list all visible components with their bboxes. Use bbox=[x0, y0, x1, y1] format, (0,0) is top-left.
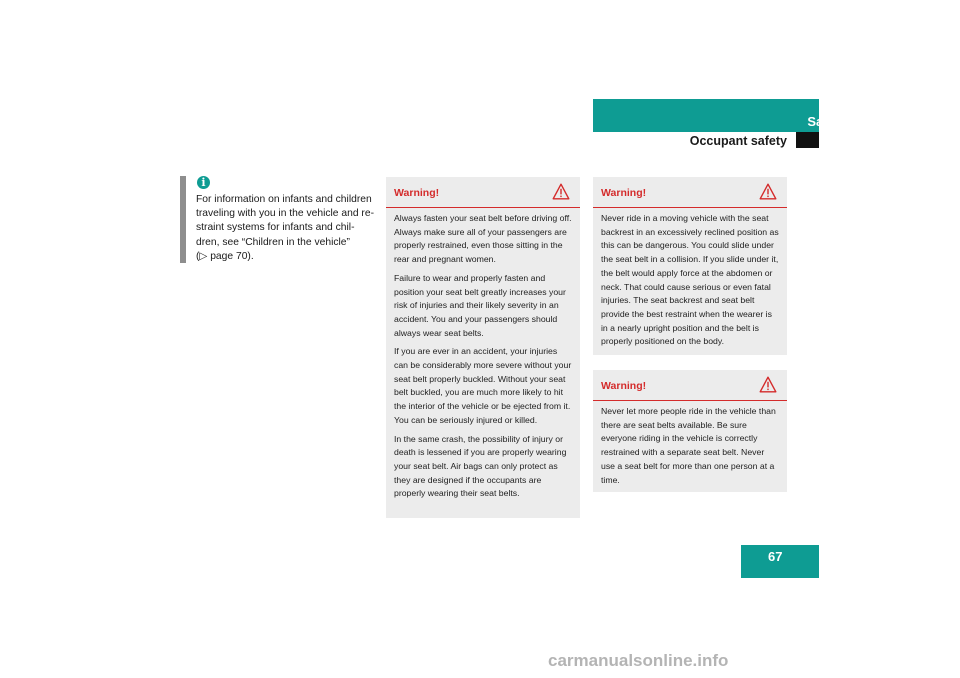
warning-paragraph: In the same crash, the possibility of injury or death is lessened if you are properly wearing your seat belt. Air bags can only protect as they are designed if the occupants are properly wearing their seat belts. bbox=[394, 433, 567, 499]
warning-body bbox=[386, 208, 580, 501]
section-title: Safety and Security bbox=[807, 114, 928, 129]
info-note-line: For information on infants and children bbox=[196, 194, 372, 205]
warning-title: Warning! bbox=[601, 380, 647, 392]
page-number-box bbox=[741, 545, 819, 578]
warning-paragraph: Never let more people ride in the vehicle than there are seat belts available. Be sure everyone riding in the vehicle is correctly restrained with a separate seat belt. Never use a seat belt for more than one person at a time. bbox=[601, 406, 776, 485]
info-note-line: dren, see “Children in the vehicle” bbox=[196, 236, 350, 248]
warning-paragraph: Failure to wear and properly fasten and position your seat belt greatly increases your risk of injuries and their likely severity in an accident. You and your passengers should always wear seat belts. bbox=[394, 272, 566, 338]
warning-triangle-icon bbox=[552, 183, 570, 200]
header-marker bbox=[796, 132, 819, 148]
info-note-line: straint systems for infants and chil- bbox=[196, 222, 355, 234]
warning-box-reclined-seat bbox=[593, 177, 787, 355]
warning-body bbox=[593, 401, 787, 487]
watermark-text: carmanualsonline.info bbox=[548, 651, 729, 670]
warning-triangle-icon bbox=[759, 183, 777, 200]
warning-title: Warning! bbox=[394, 187, 440, 199]
subsection-title: Occupant safety bbox=[689, 134, 787, 148]
info-note-bar bbox=[180, 176, 186, 263]
warning-header bbox=[593, 177, 787, 208]
warning-paragraph: If you are ever in an accident, your injuries can be considerably more severe without your seat belt properly buckled. Without your seat belt buckled, you are much more likely to hit the interior of the vehicle or be ejected from it. You can be seriously injured or killed. bbox=[394, 346, 572, 425]
warning-header bbox=[386, 177, 580, 208]
section-header-bar bbox=[593, 99, 819, 132]
warning-triangle-icon bbox=[759, 376, 777, 393]
warning-box-seat-belt-fasten bbox=[386, 177, 580, 518]
info-note-line: traveling with you in the vehicle and re- bbox=[196, 208, 375, 220]
info-note-page-ref: (▷ page 70). bbox=[196, 250, 254, 262]
info-note-text bbox=[196, 193, 378, 264]
page-number: 67 bbox=[768, 549, 783, 564]
warning-body bbox=[593, 208, 787, 349]
warning-paragraph: Always fasten your seat belt before driving off. Always make sure all of your passengers are properly restrained, even those sitting in the rear and pregnant women. bbox=[394, 213, 572, 265]
warning-header bbox=[593, 370, 787, 401]
warning-box-seat-belt-count bbox=[593, 370, 787, 492]
warning-title: Warning! bbox=[601, 187, 647, 199]
info-icon: i bbox=[197, 176, 210, 189]
warning-paragraph: Never ride in a moving vehicle with the seat backrest in an excessively reclined position as this can be dangerous. You could slide under the seat belt in a collision. If you slide under it, the belt would apply force at the abdomen or neck. That could cause serious or even fatal injuries. The seat backrest and seat belt provide the best restraint when the wearer is in a nearly upright position and the belt is properly positioned on the body. bbox=[601, 213, 779, 347]
